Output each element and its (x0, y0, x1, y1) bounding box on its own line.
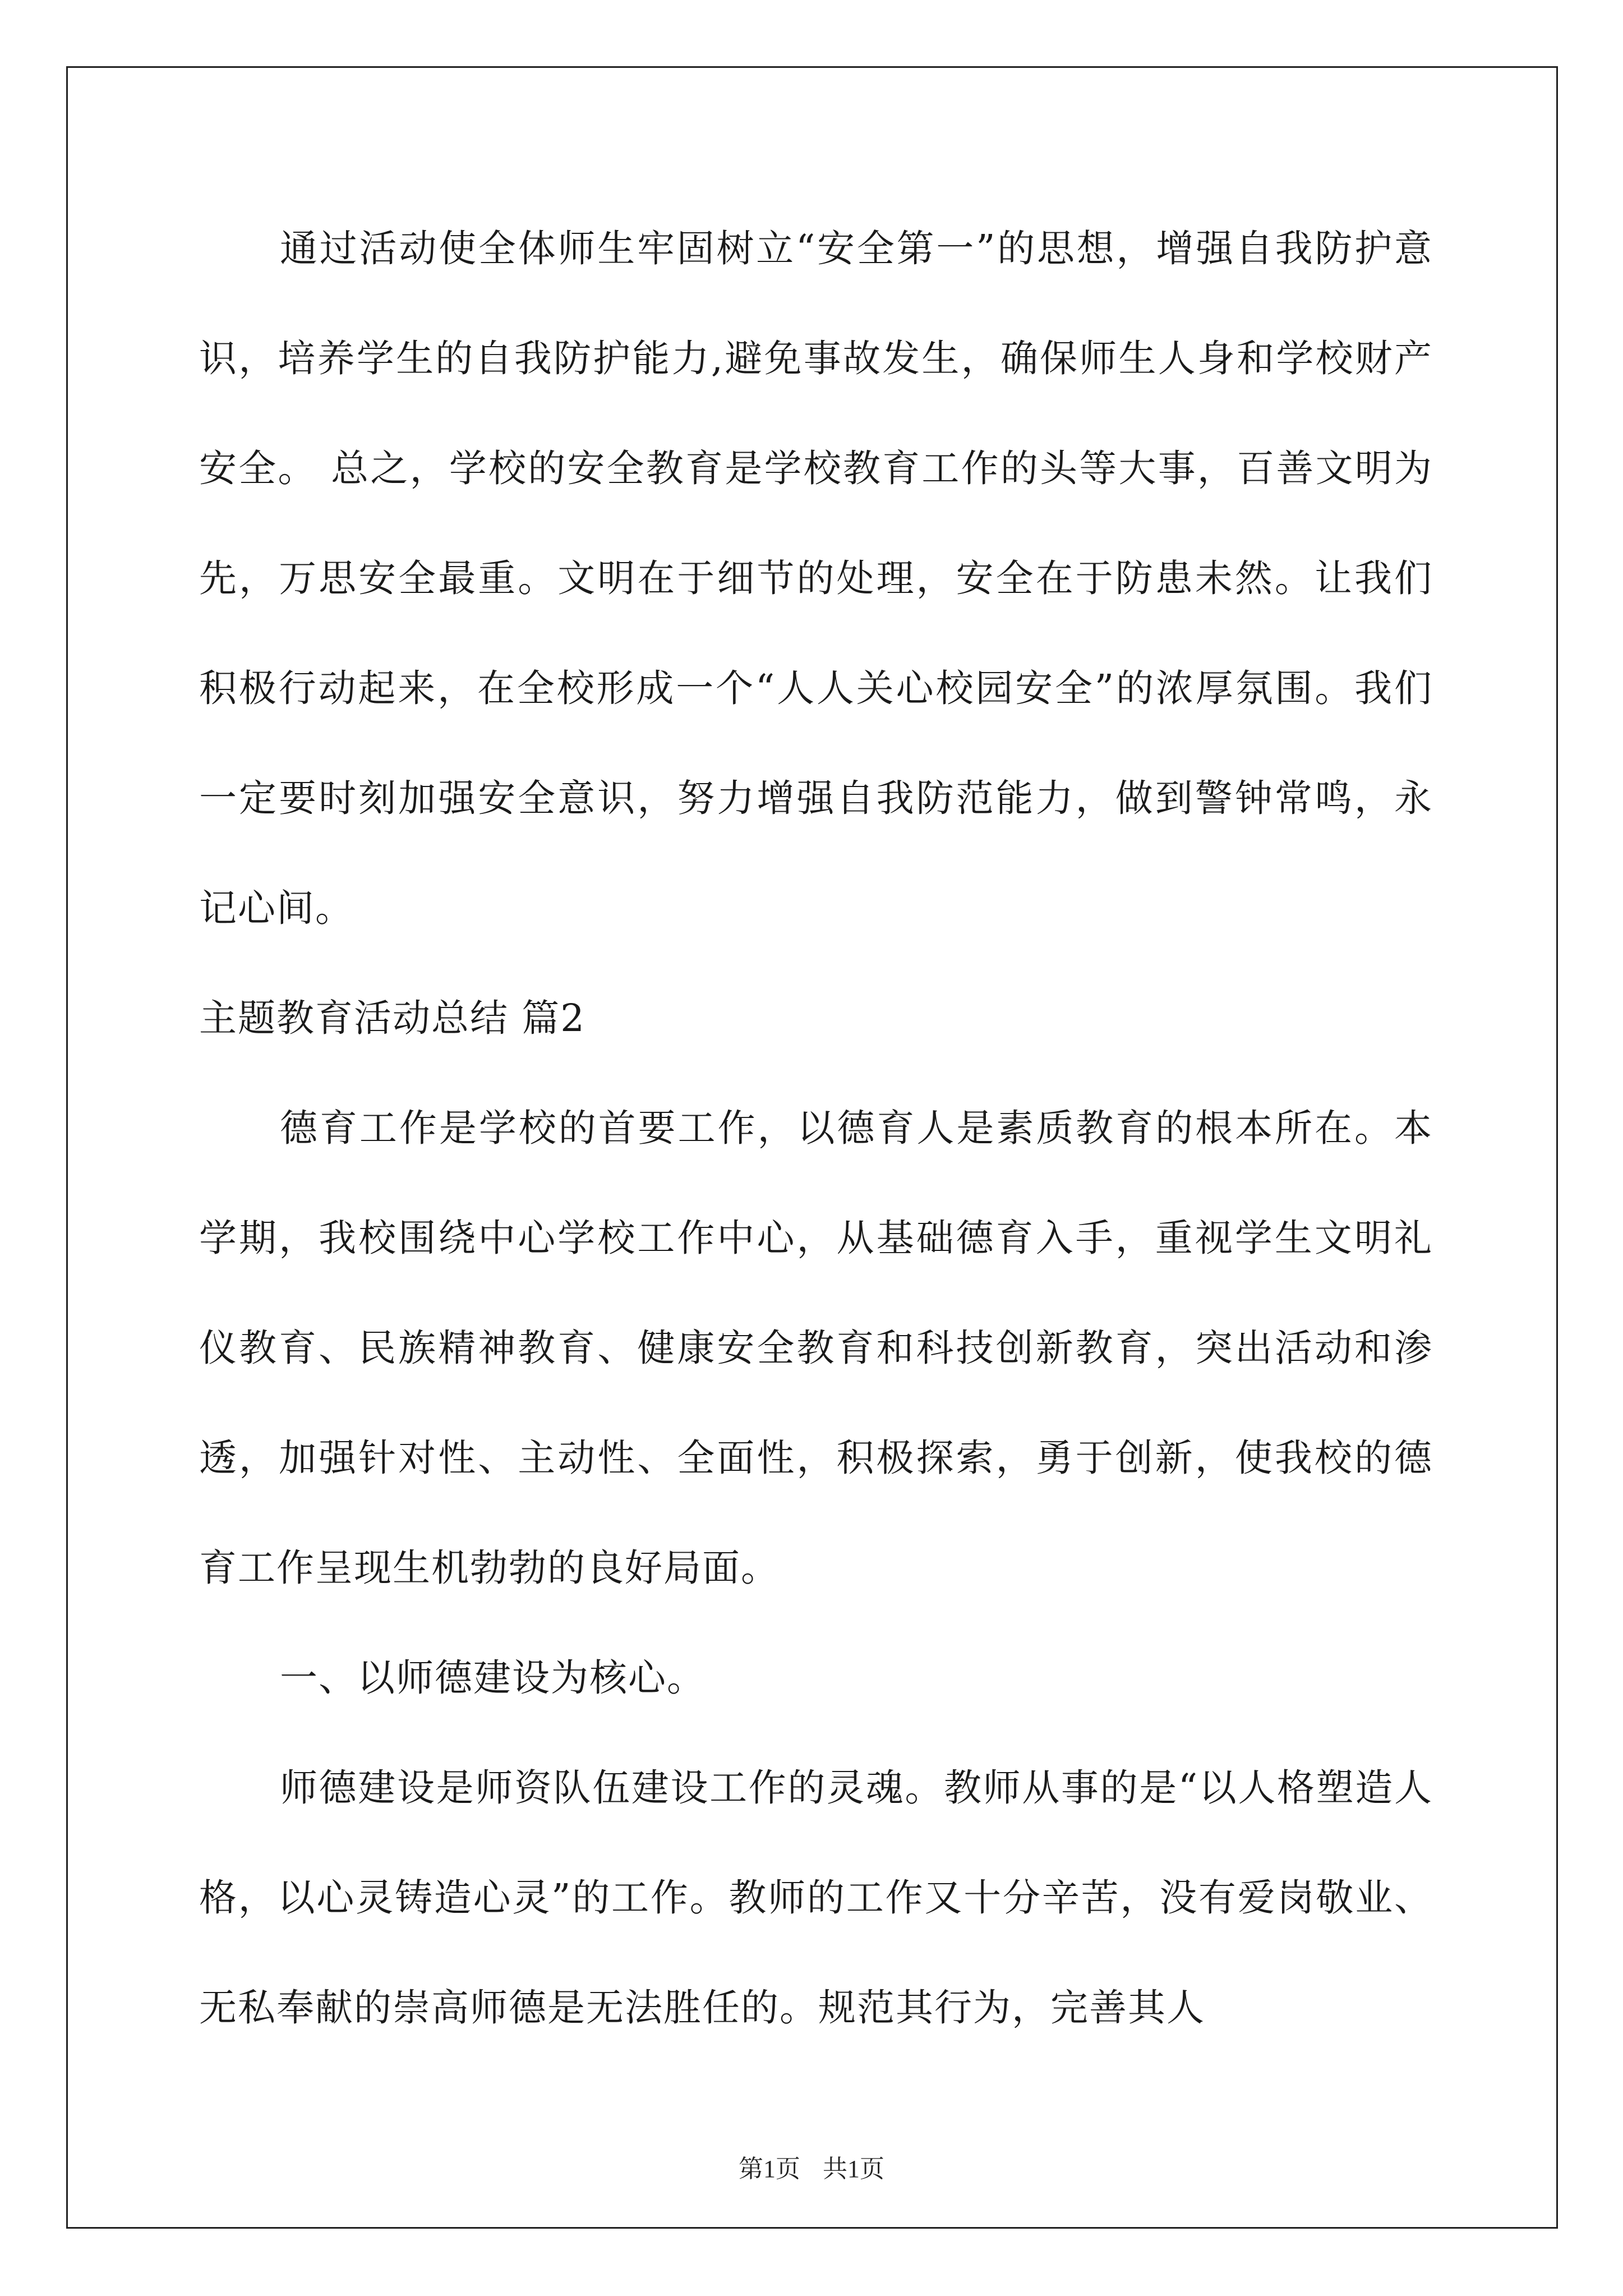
page-number-current: 第1页 (739, 2155, 800, 2183)
paragraph-teacher-ethics: 师德建设是师资队伍建设工作的灵魂。教师从事的是“以人格塑造人格，以心灵铸造心灵”的工作。教师的工作又十分辛苦，没有爱岗敬业、无私奉献的崇高师德是无法胜任的。规范其行为，完善其人 (199, 1766, 1433, 2030)
document-body (199, 194, 1433, 2063)
paragraph-subheading-teacher-ethics: 一、以师德建设为核心。 (280, 1656, 706, 1700)
section-heading: 主题教育活动总结 篇2 (199, 996, 585, 1040)
paragraph-moral-education: 德育工作是学校的首要工作，以德育人是素质教育的根本所在。本学期，我校围绕中心学校工作中心，从基础德育入手，重视学生文明礼仪教育、民族精神教育、健康安全教育和科技创新教育，突出活动和渗透，加强针对性、主动性、全面性，积极探索，勇于创新，使我校的德育工作呈现生机勃勃的良好局面。 (199, 1106, 1433, 1590)
page-footer (0, 2148, 1623, 2184)
paragraph-safety-summary: 通过活动使全体师生牢固树立“安全第一”的思想，增强自我防护意识，培养学生的自我防护能力,避免事故发生，确保师生人身和学校财产安全。 总之，学校的安全教育是学校教育工作的头等大事，百善文明为先，万思安全最重。文明在于细节的处理，安全在于防患未然。让我们积极行动起来，在全校形成一个“人人关心校园安全”的浓厚氛围。我们一定要时刻加强安全意识，努力增强自我防范能力，做到警钟常鸣，永记心间。 (199, 227, 1433, 930)
page-number-total: 共1页 (823, 2155, 884, 2183)
